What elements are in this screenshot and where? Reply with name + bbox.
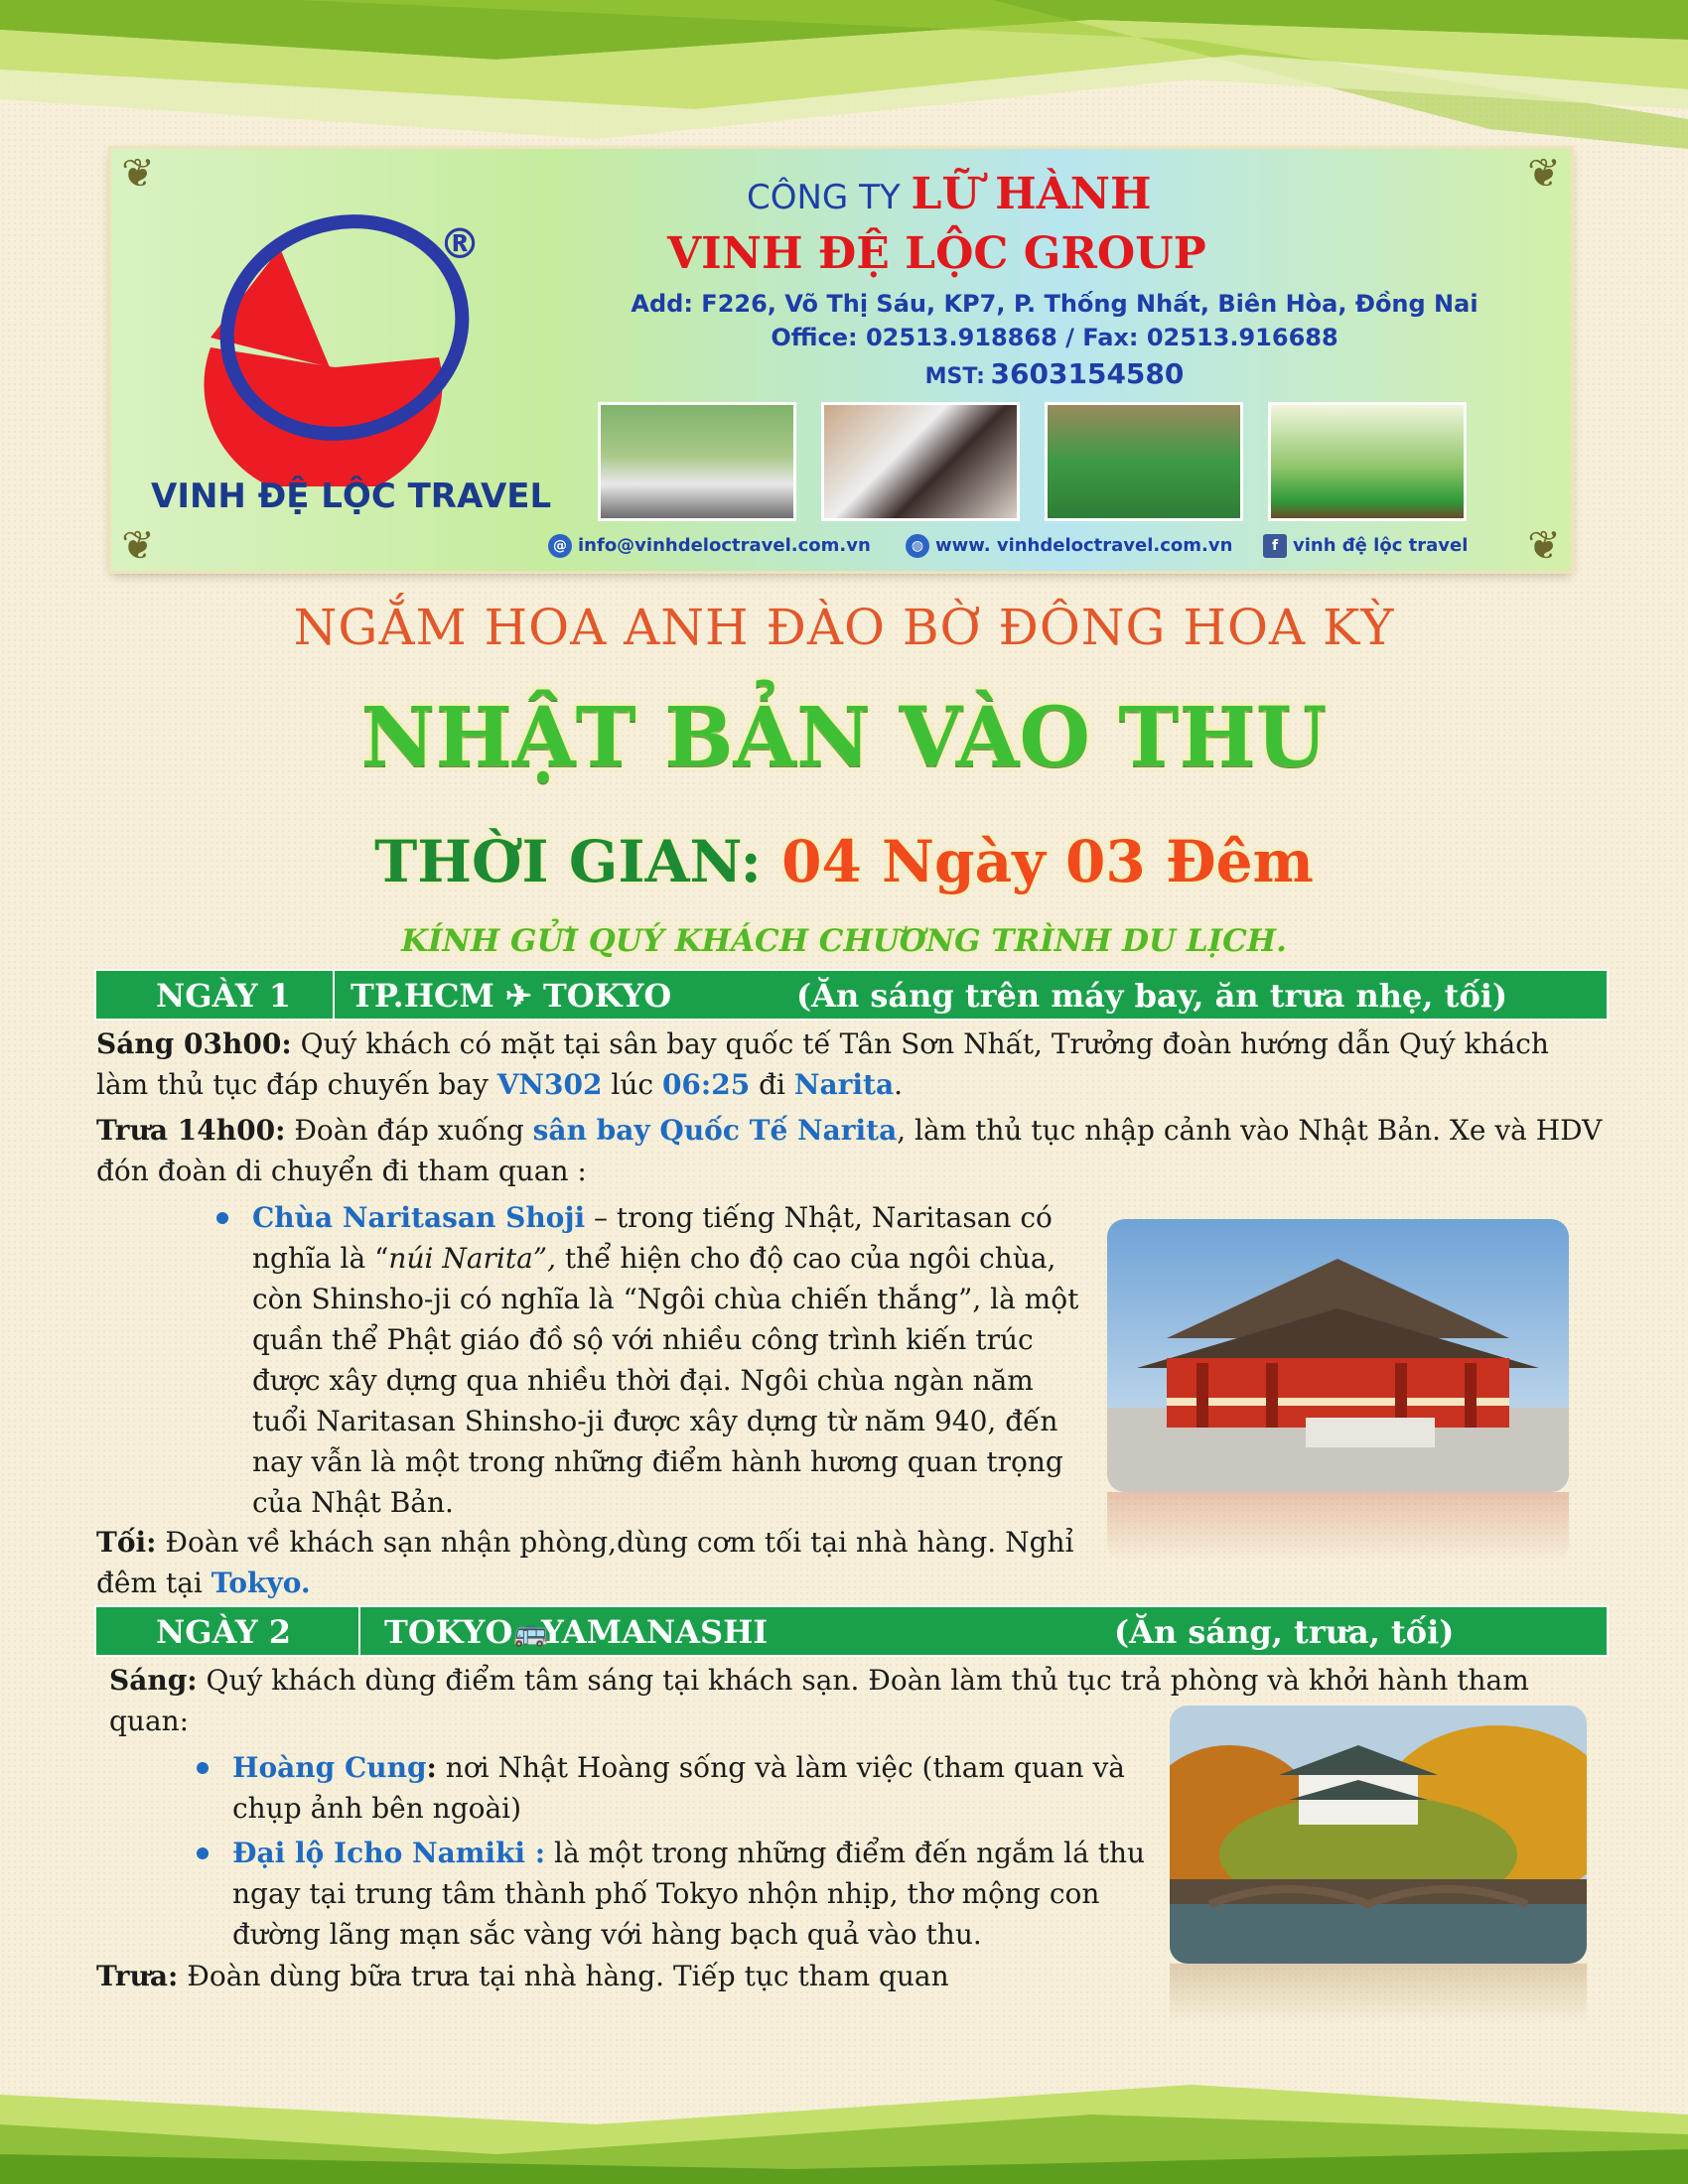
list-item-avenue: Đại lộ Icho Namiki : là một trong những điểm đến ngắm lá thu ngay tại trung tâm thành phố Tokyo nhộn nhịp, thơ mộng con đường lãng mạn sắc vàng với hàng bạch quả vào thu. — [232, 1833, 1146, 1955]
day1-header — [94, 969, 1609, 1021]
company-name: VINH ĐỆ LỘC GROUP — [667, 228, 1206, 279]
day-meals: (Ăn sáng trên máy bay, ăn trưa nhẹ, tối) — [796, 977, 1508, 1015]
day-label: NGÀY 1 — [156, 977, 292, 1015]
duration-label: THỜI GIAN: — [374, 828, 762, 895]
company-prefix: CÔNG TY — [747, 178, 901, 217]
bus-icon: 🚌 — [513, 1615, 548, 1648]
bullet-icon — [197, 1847, 209, 1859]
corner-ornament-icon: ❦ — [1527, 151, 1561, 197]
corner-ornament-icon: ❦ — [1527, 523, 1561, 569]
office-photo — [821, 402, 1020, 521]
bottom-decoration — [0, 2055, 1688, 2184]
day-meals: (Ăn sáng, trưa, tối) — [1114, 1613, 1455, 1651]
imperial-palace-photo — [1170, 1706, 1587, 1964]
company-office-phone: Office: 02513.918868 / Fax: 02513.916688 — [771, 324, 1338, 351]
tour-title: NHẬT BẢN VÀO THU — [360, 690, 1328, 785]
facebook-contact[interactable]: f vinh đệ lộc travel — [1263, 534, 1468, 558]
divider — [358, 1607, 360, 1655]
greeting-line: KÍNH GỬI QUÝ KHÁCH CHƯƠNG TRÌNH DU LỊCH. — [401, 923, 1287, 959]
tour-duration — [0, 828, 1688, 895]
group-photo — [1045, 402, 1243, 521]
website-contact[interactable]: ◍ www. vinhdeloctravel.com.vn — [906, 534, 1232, 558]
facebook-icon: f — [1263, 534, 1287, 558]
corner-ornament-icon: ❦ — [121, 523, 155, 569]
bullet-icon — [197, 1762, 209, 1774]
list-item-palace: Hoàng Cung: nơi Nhật Hoàng sống và làm việc (tham quan và chụp ảnh bên ngoài) — [232, 1747, 1146, 1829]
tax-code-label: MST: — [924, 364, 985, 389]
bullet-icon — [216, 1212, 228, 1224]
top-decoration — [0, 0, 1688, 149]
day1-noon: Trưa 14h00: Đoàn đáp xuống sân bay Quốc Tế Narita, làm thủ tục nhập cảnh vào Nhật Bản. Xe và HDV đón đoàn di chuyển đi tham quan : — [96, 1114, 1603, 1187]
day-label: NGÀY 2 — [156, 1613, 292, 1651]
day2-header — [94, 1605, 1609, 1657]
globe-icon: ◍ — [906, 534, 929, 558]
temple-photo-reflection — [1107, 1492, 1569, 1562]
duration-value: 04 Ngày 03 Đêm — [781, 828, 1314, 895]
outdoor-photo — [1268, 402, 1467, 521]
day2-noon: Trưa: Đoàn dùng bữa trưa tại nhà hàng. Tiếp tục tham quan — [96, 1960, 949, 1992]
day-route-to: YAMANASHI — [541, 1613, 769, 1651]
list-item-temple: Chùa Naritasan Shoji – trong tiếng Nhật, Naritasan có nghĩa là “núi Narita”, thể hiện cho độ cao của ngôi chùa, còn Shinsho-ji có nghĩa là “Ngôi chùa chiến thắng”, là một quần thể Phật giáo đồ sộ với nhiều công trình kiến trúc được xây dựng qua nhiều thời đại. Ngôi chùa ngàn năm tuổi Naritasan Shinsho-ji được xây dựng từ năm 940, đến nay vẫn là một trong những điểm hành hương quan trọng của Nhật Bản. — [252, 1197, 1081, 1523]
team-photo — [598, 402, 796, 521]
logo-name: VINH ĐỆ LỘC TRAVEL — [151, 477, 552, 516]
email-icon: @ — [548, 534, 572, 558]
company-tax-code — [538, 357, 1571, 390]
day1-morning: Sáng 03h00: Quý khách có mặt tại sân bay quốc tế Tân Sơn Nhất, Trưởng đoàn hướng dẫn Quý khách làm thủ tục đáp chuyến bay VN302 lúc 06:25 đi Narita. — [96, 1027, 1549, 1101]
tax-code-value: 3603154580 — [990, 357, 1185, 390]
company-type: LỮ HÀNH — [911, 169, 1152, 219]
day2-morning: Sáng: Quý khách dùng điểm tâm sáng tại khách sạn. Đoàn làm thủ tục trả phòng và khởi hành tham quan: — [109, 1664, 1529, 1737]
corner-ornament-icon: ❦ — [121, 151, 155, 197]
company-banner — [111, 149, 1571, 571]
svg-text:®: ® — [439, 219, 481, 268]
day-route: TP.HCM ✈ TOKYO — [351, 977, 672, 1015]
email-contact[interactable]: @ info@vinhdeloctravel.com.vn — [548, 534, 871, 558]
imperial-palace-photo-reflection — [1170, 1964, 1587, 2023]
day-route-from: TOKYO — [384, 1613, 513, 1651]
divider — [333, 971, 335, 1019]
tour-subtitle: NGẮM HOA ANH ĐÀO BỜ ĐÔNG HOA KỲ — [293, 599, 1395, 656]
company-address: Add: F226, Võ Thị Sáu, KP7, P. Thống Nhất, Biên Hòa, Đồng Nai — [631, 290, 1478, 318]
company-heading — [747, 169, 1184, 219]
temple-photo — [1107, 1219, 1569, 1492]
day1-evening: Tối: Đoàn về khách sạn nhận phòng,dùng cơm tối tại nhà hàng. Nghỉ đêm tại Tokyo. — [96, 1526, 1074, 1599]
company-logo — [171, 199, 489, 486]
